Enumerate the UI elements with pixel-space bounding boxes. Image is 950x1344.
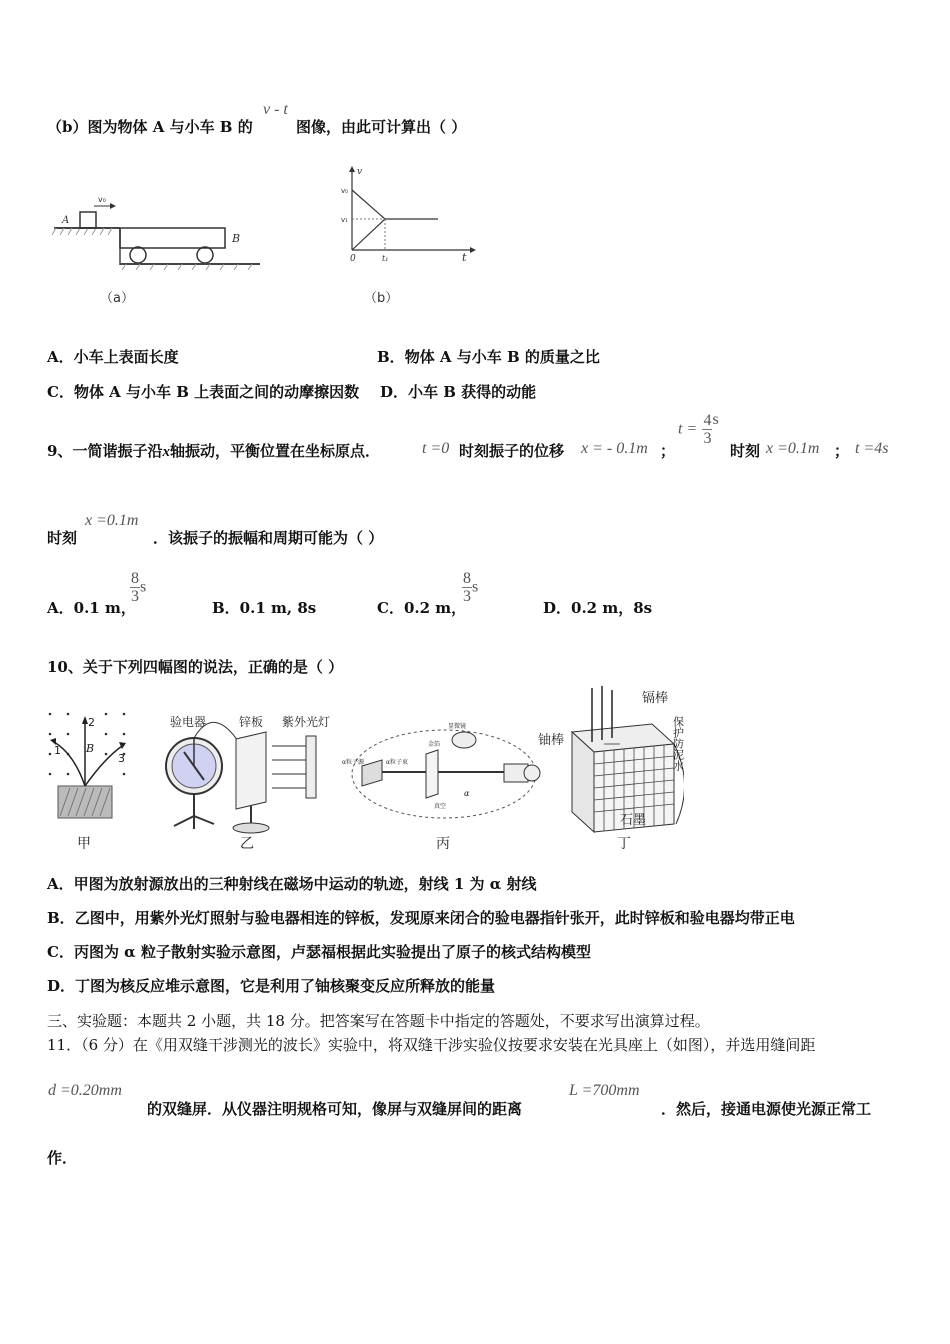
- fig-a-label-A: A: [62, 215, 70, 226]
- q9-option-b: B．0.1 m, 8s: [212, 599, 317, 617]
- q11-text-b: ．然后，接通电源使光源正常工: [661, 1100, 872, 1118]
- svg-text:1: 1: [54, 744, 61, 757]
- q9-x3: x =0.1m: [85, 512, 139, 529]
- q10-stem: 10、关于下列四幅图的说法，正确的是（ ）: [47, 658, 344, 676]
- svg-text:3: 3: [118, 752, 125, 765]
- fig-b-v0: v₀: [341, 187, 348, 195]
- q8-option-a: A．小车上表面长度: [47, 348, 179, 366]
- svg-text:紫外光灯: 紫外光灯: [282, 715, 331, 729]
- svg-text:金箔: 金箔: [428, 741, 441, 748]
- svg-text:α粒子束: α粒子束: [386, 759, 408, 766]
- svg-text:α粒子源: α粒子源: [342, 759, 364, 766]
- svg-text:丙: 丙: [436, 836, 450, 852]
- svg-text:保护防泥水: 保护防泥水: [671, 716, 684, 771]
- fig-a-v0: v₀: [98, 195, 106, 204]
- svg-text:铀棒: 铀棒: [538, 733, 565, 748]
- fig-b-v1: v₁: [341, 216, 348, 224]
- svg-text:真空: 真空: [434, 803, 447, 810]
- q11-text-a: 的双缝屏．从仪器注明规格可知，像屏与双缝屏间的距离: [147, 1100, 523, 1118]
- q8-stem-suffix: 图像，由此可计算出（ ）: [296, 118, 467, 136]
- q10-option-d: D．丁图为核反应堆示意图，它是利用了铀核聚变反应所释放的能量: [47, 977, 496, 995]
- q9-sep1: ；: [660, 442, 676, 460]
- q8-stem-prefix: （b）图为物体 A 与小车 B 的: [47, 118, 253, 136]
- svg-text:甲: 甲: [77, 836, 91, 852]
- section3-heading: 三、实验题：本题共 2 小题，共 18 分。把答案写在答题卡中指定的答题处，不要求写出演算过程。: [47, 1012, 710, 1030]
- q8-figure-b: [330, 162, 490, 312]
- q9-t0: t =0: [422, 440, 450, 457]
- svg-text:镉棒: 镉棒: [642, 691, 669, 706]
- fig-a-caption: （a）: [100, 291, 134, 306]
- fig-a-label-B: B: [232, 232, 241, 245]
- svg-text:石墨: 石墨: [620, 813, 647, 828]
- svg-text:B: B: [86, 742, 95, 755]
- figure-yi: [166, 714, 330, 852]
- q9-t4: t =4s: [855, 440, 889, 457]
- fig-b-origin: 0: [350, 254, 356, 264]
- q9-option-c: C．0.2 m，: [377, 599, 467, 617]
- q8-figure-a: [50, 190, 270, 315]
- q8-option-d: D．小车 B 获得的动能: [380, 383, 537, 401]
- q10-option-b: B．乙图中，用紫外光灯照射与验电器相连的锌板，发现原来闭合的验电器指针张开，此时锌板和验电器均带正电: [47, 909, 795, 927]
- q11-line3: 作．: [47, 1149, 78, 1167]
- q9-text3: 时刻振子的位移: [459, 442, 565, 460]
- q10-option-c: C．丙图为 α 粒子散射实验示意图，卢瑟福根据此实验提出了原子的核式结构模型: [47, 943, 591, 961]
- svg-text:验电器: 验电器: [170, 715, 207, 729]
- svg-text:显微镜: 显微镜: [448, 723, 467, 730]
- svg-text:乙: 乙: [240, 836, 254, 852]
- q8-option-c: C．物体 A 与小车 B 上表面之间的动摩擦因数: [47, 383, 360, 401]
- q11-d: d =0.20mm: [48, 1082, 122, 1099]
- fig-b-t: t: [462, 251, 467, 264]
- svg-text:锌板: 锌板: [239, 715, 264, 729]
- q9-frac-4-3: $\frac{4}{3}$: [703, 412, 712, 447]
- q9-text4: 时刻: [730, 442, 761, 460]
- figure-ding: [538, 686, 684, 852]
- q10-figures: [44, 684, 684, 854]
- figure-jia: [49, 713, 126, 852]
- q11-L: L =700mm: [569, 1082, 640, 1099]
- q9-option-c-frac: $\frac{8}{3}$ s: [463, 570, 479, 605]
- figure-bing: [342, 722, 540, 852]
- q9-sep2: ；: [834, 442, 850, 460]
- q9-stem-line1: 9、一简谐振子沿x轴振动，平衡位置在坐标原点．: [47, 442, 380, 460]
- q9-option-a-frac: $\frac{8}{3}$ s: [131, 570, 147, 605]
- q8-stem: [47, 116, 253, 137]
- q9-option-a: A．0.1 m，: [47, 599, 136, 617]
- svg-text:α: α: [464, 789, 470, 798]
- fig-b-caption: （b）: [364, 291, 399, 306]
- q9-t-frac: t = $\frac{4}{3}$ s: [678, 410, 719, 447]
- fig-b-v: v: [357, 167, 363, 177]
- q10-option-a: A．甲图为放射源放出的三种射线在磁场中运动的轨迹，射线 1 为 α 射线: [47, 875, 537, 893]
- q8-option-b: B．物体 A 与小车 B 的质量之比: [377, 348, 600, 366]
- fig-b-t1: t₁: [382, 254, 389, 263]
- svg-text:2: 2: [88, 716, 95, 729]
- q8-stem-math: v - t: [263, 101, 288, 118]
- q9-text5: 时刻: [47, 529, 78, 547]
- q11-line1: 11．（6 分）在《用双缝干涉测光的波长》实验中，将双缝干涉实验仪按要求安装在光具座上（如图），并选用缝间距: [47, 1036, 816, 1054]
- q9-x1: x = - 0.1m: [581, 440, 648, 457]
- q9-x2: x =0.1m: [766, 440, 820, 457]
- svg-text:丁: 丁: [617, 836, 631, 852]
- q9-text6: ．该振子的振幅和周期可能为（ ）: [153, 529, 384, 547]
- q9-option-d: D．0.2 m，8s: [543, 599, 653, 617]
